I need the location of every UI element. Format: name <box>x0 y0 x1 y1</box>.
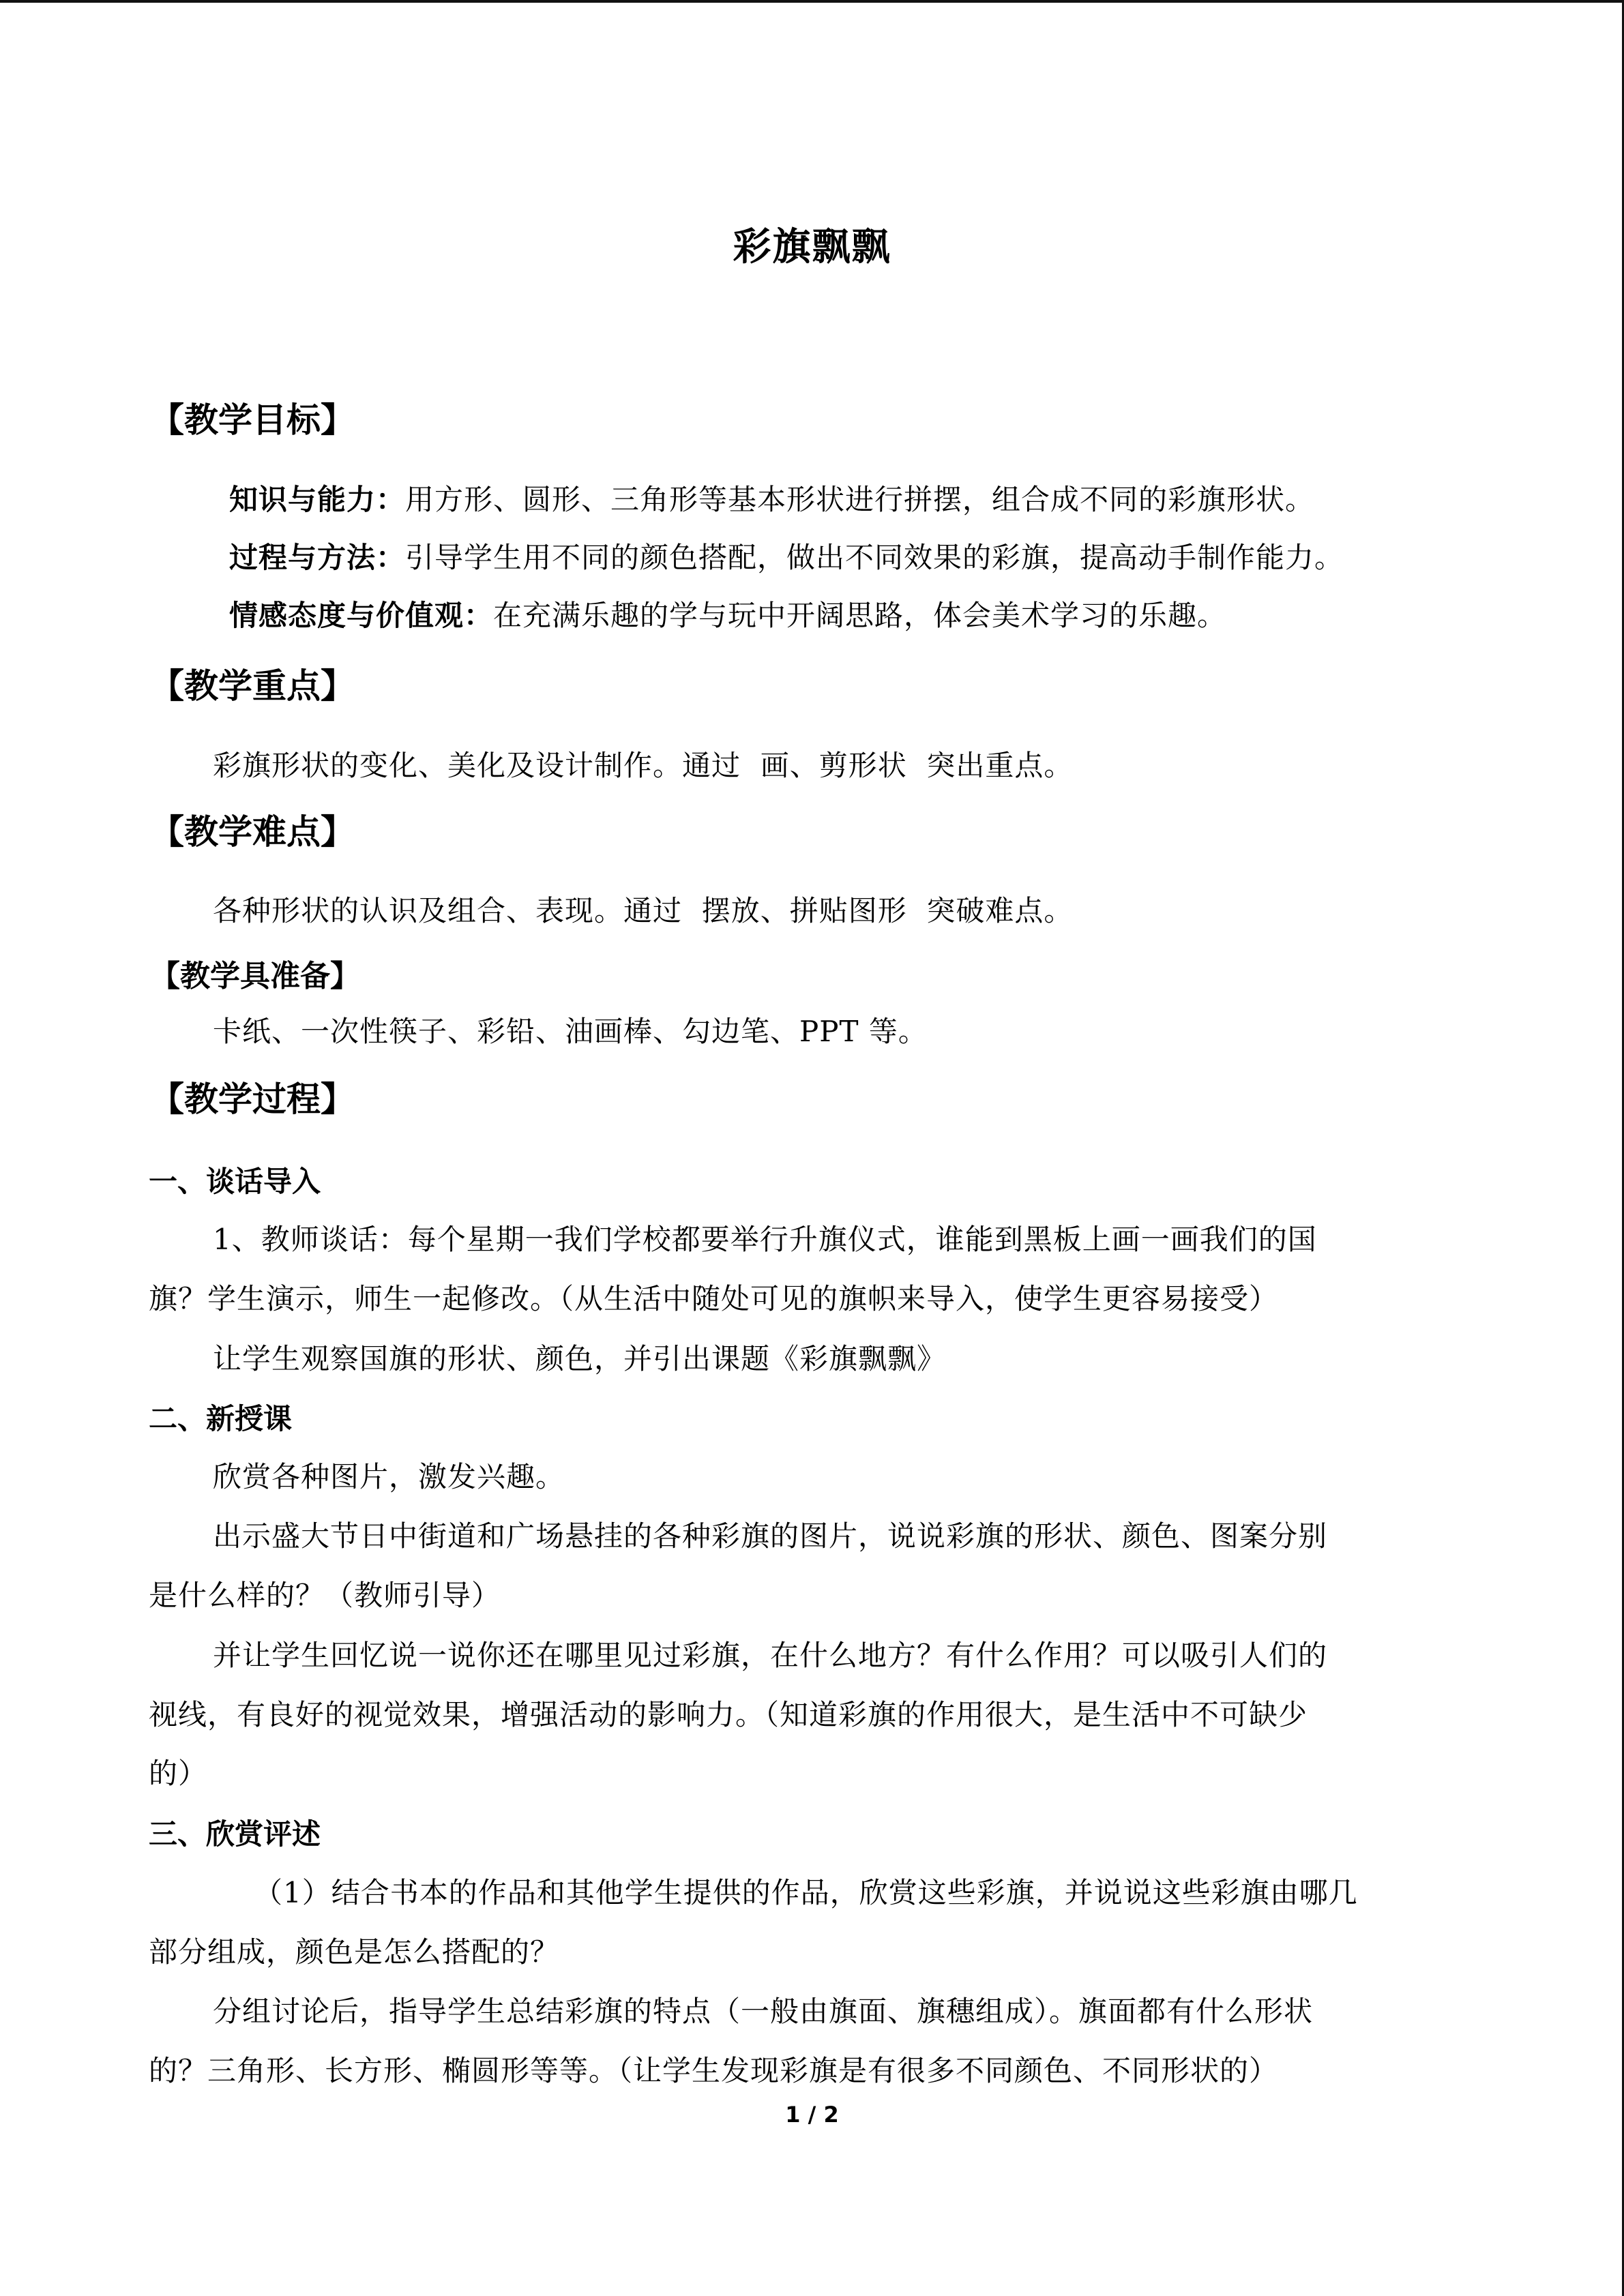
process-part-heading: 二、新授课 <box>149 1402 293 1435</box>
process-line: 分组讨论后，指导学生总结彩旗的特点（一般由旗面、旗穗组成）。旗面都有什么形状 <box>213 1995 1314 2028</box>
section-heading-difficulties: 【教学难点】 <box>150 812 355 852</box>
process-line: 视线，有良好的视觉效果，增强活动的影响力。（知道彩旗的作用很大，是生活中不可缺少 <box>149 1698 1308 1731</box>
difficulties-text: 各种形状的认识及组合、表现。通过 摆放、拼贴图形 突破难点。 <box>213 894 1074 927</box>
process-line: 部分组成，颜色是怎么搭配的？ <box>149 1935 560 1969</box>
process-line: 欣赏各种图片，激发兴趣。 <box>213 1460 565 1493</box>
process-part-heading: 一、谈话导入 <box>149 1165 321 1198</box>
process-part-heading: 三、欣赏评述 <box>149 1817 321 1851</box>
process-line: 1、教师谈话：每个星期一我们学校都要举行升旗仪式，谁能到黑板上画一画我们的国 <box>213 1223 1317 1256</box>
key-points-text: 彩旗形状的变化、美化及设计制作。通过 画、剪形状 突出重点。 <box>213 749 1074 782</box>
materials-text: 卡纸、一次性筷子、彩铅、油画棒、勾边笔、PPT 等。 <box>213 1015 928 1048</box>
section-heading-process: 【教学过程】 <box>150 1079 355 1119</box>
objective-label: 知识与能力： <box>229 483 406 516</box>
process-line: 的？三角形、长方形、椭圆形等等。（让学生发现彩旗是有很多不同颜色、不同形状的） <box>149 2054 1279 2087</box>
objective-text: 用方形、圆形、三角形等基本形状进行拼摆，组合成不同的彩旗形状。 <box>405 483 1315 516</box>
objective-text: 在充满乐趣的学与玩中开阔思路，体会美术学习的乐趣。 <box>493 599 1227 632</box>
process-line: 旗？学生演示，师生一起修改。（从生活中随处可见的旗帜来导入，使学生更容易接受） <box>149 1282 1279 1315</box>
process-line: 并让学生回忆说一说你还在哪里见过彩旗，在什么地方？有什么作用？可以吸引人们的 <box>213 1639 1328 1672</box>
document-title: 彩旗飘飘 <box>733 224 891 269</box>
process-line: 的） <box>149 1757 208 1790</box>
page-indicator: 1 / 2 <box>785 2102 839 2128</box>
objective-item <box>229 477 1314 518</box>
process-line: 是什么样的？（教师引导） <box>149 1579 501 1612</box>
objective-label: 情感态度与价值观： <box>229 599 494 632</box>
section-heading-key-points: 【教学重点】 <box>150 666 355 706</box>
objective-item <box>229 535 1344 576</box>
section-heading-objectives: 【教学目标】 <box>150 400 355 440</box>
objective-label: 过程与方法： <box>229 541 406 574</box>
objective-text: 引导学生用不同的颜色搭配，做出不同效果的彩旗，提高动手制作能力。 <box>405 541 1344 574</box>
section-heading-materials: 【教学具准备】 <box>150 959 360 994</box>
process-line: 让学生观察国旗的形状、颜色，并引出课题《彩旗飘飘》 <box>213 1342 947 1375</box>
process-line: （1）结合书本的作品和其他学生提供的作品，欣赏这些彩旗，并说说这些彩旗由哪几 <box>254 1876 1358 1909</box>
process-line: 出示盛大节日中街道和广场悬挂的各种彩旗的图片，说说彩旗的形状、颜色、图案分别 <box>213 1519 1328 1553</box>
objective-item <box>229 593 1226 634</box>
